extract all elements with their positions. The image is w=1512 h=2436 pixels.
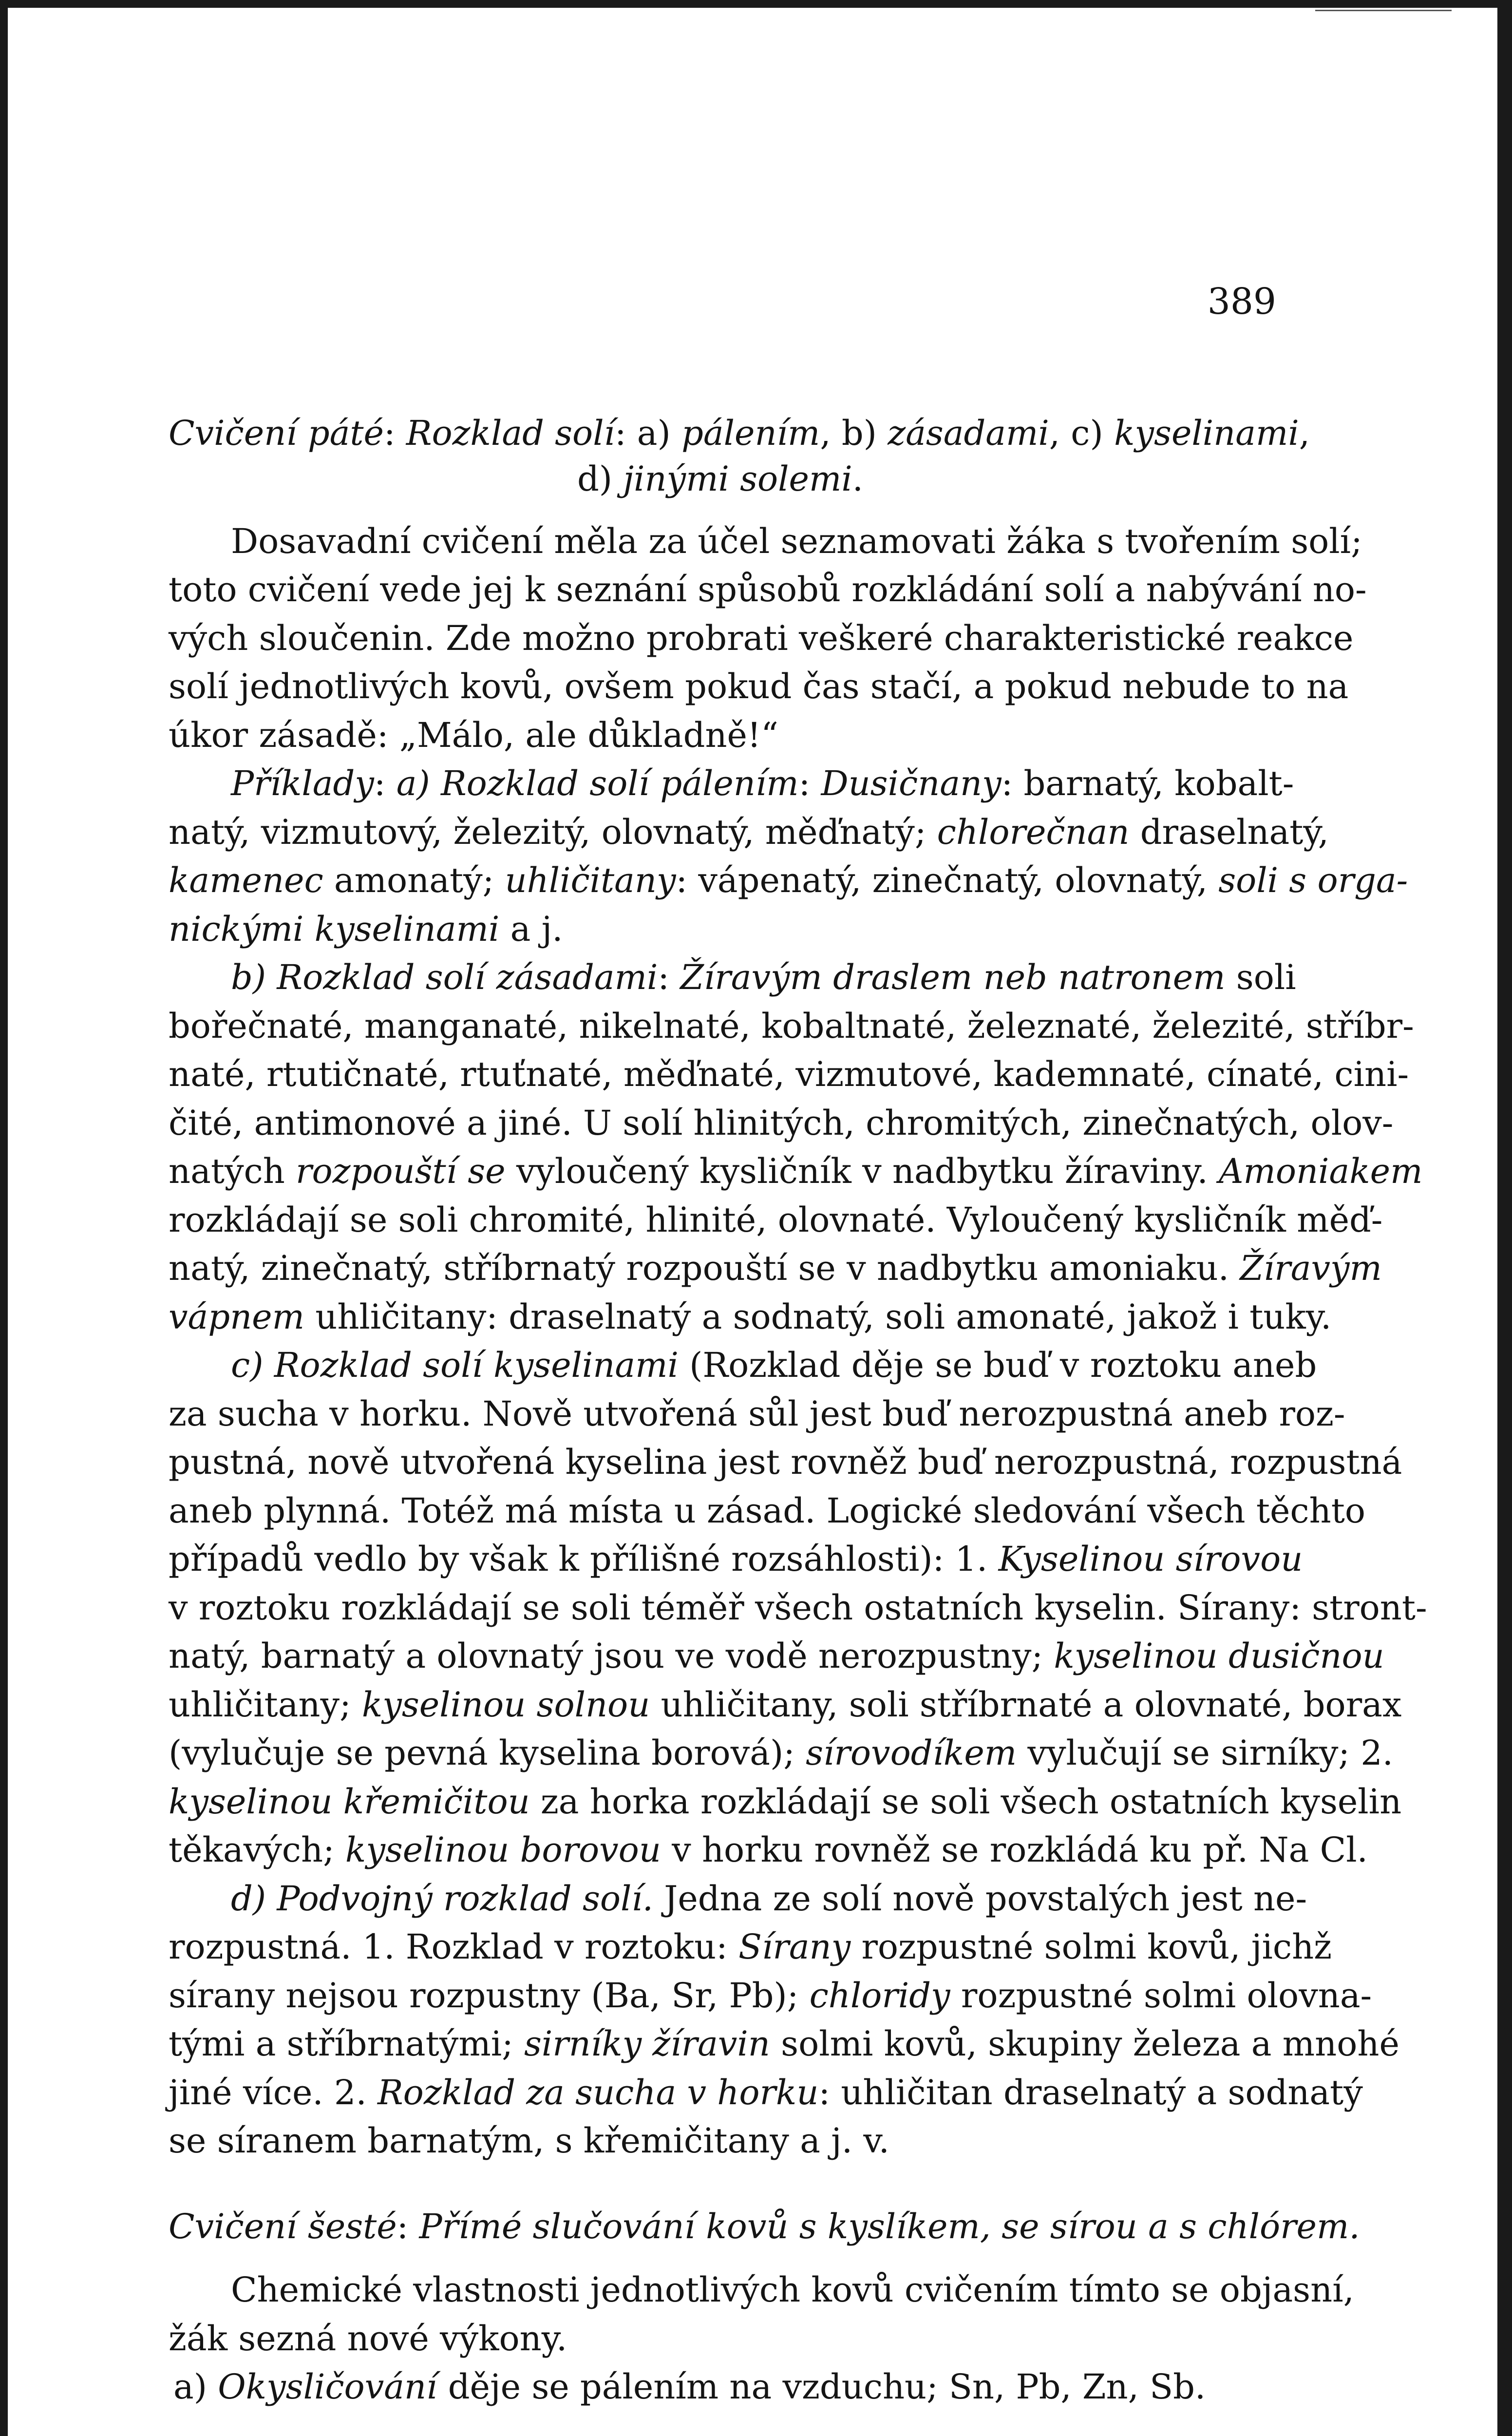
paragraph-line	[169, 856, 1408, 905]
paragraph-line	[169, 1341, 1317, 1389]
text: : a)	[614, 413, 682, 453]
text: a j.	[499, 909, 563, 949]
text: natý, barnatý a olovnatý jsou ve vodě nerozpustny;	[169, 1636, 1054, 1676]
paragraph-line	[169, 663, 1349, 711]
paragraph-line	[169, 2266, 1354, 2314]
text: amonatý;	[323, 860, 505, 900]
italic-text: Žíravým draslem neb natronem	[680, 957, 1226, 997]
italic-text: Žíravým	[1240, 1248, 1382, 1288]
text: : barnatý, kobalt-	[1001, 763, 1294, 803]
page-number: 389	[1207, 281, 1276, 323]
text: vyloučený kysličník v nadbytku žíraviny.	[505, 1151, 1219, 1191]
italic-text: sírovodíkem	[806, 1733, 1017, 1773]
italic-text: jinými solemi	[623, 459, 852, 499]
italic-text: rozpouští se	[296, 1151, 506, 1191]
paragraph-line	[169, 1050, 1409, 1099]
paragraph-line	[169, 1778, 1402, 1826]
italic-text: b) Rozklad solí zásadami	[231, 957, 658, 997]
text: sírany nejsou rozpustny (Ba, Sr, Pb);	[169, 1976, 810, 2016]
italic-text: vápnem	[169, 1297, 304, 1337]
italic-text: c) Rozklad solí kyselinami	[231, 1345, 679, 1385]
paragraph-line	[169, 1293, 1332, 1341]
text: :	[397, 2207, 419, 2246]
text: rozkládají se soli chromité, hlinité, olovnaté. Vyloučený kysličník měď-	[169, 1200, 1383, 1240]
paragraph-line	[169, 614, 1354, 663]
text: rozpustná. 1. Rozklad v roztoku:	[169, 1927, 739, 1967]
text: Dosavadní cvičení měla za účel seznamovati žáka s tvořením solí;	[231, 521, 1362, 561]
text: za horka rozkládají se soli všech ostatních kyselin	[529, 1782, 1402, 1822]
paragraph-line	[169, 1875, 1307, 1923]
italic-text: Cvičení páté	[169, 413, 384, 453]
italic-text: zásadami	[888, 413, 1049, 453]
text: solmi kovů, skupiny železa a mnohé	[770, 2024, 1399, 2064]
italic-text: Kyselinou sírovou	[998, 1539, 1303, 1579]
text: draselnatý,	[1129, 812, 1329, 852]
text: Chemické vlastnosti jednotlivých kovů cvičením tímto se objasní,	[231, 2270, 1354, 2310]
paragraph-line	[169, 1632, 1384, 1680]
text: Jedna ze solí nově povstalých jest ne-	[653, 1879, 1307, 1919]
paragraph-line	[169, 1535, 1303, 1583]
text: uhličitany;	[169, 1685, 362, 1725]
text: se síranem barnatým, s křemičitany a j. v.	[169, 2121, 889, 2161]
text: tými a stříbrnatými;	[169, 2024, 524, 2064]
text: soli	[1225, 957, 1296, 997]
italic-text: kyselinou křemičitou	[169, 1782, 530, 1822]
italic-text: Rozklad za sucha v horku	[377, 2073, 819, 2112]
paragraph-line	[169, 808, 1329, 856]
paragraph-line	[169, 905, 1272, 953]
text: žák sezná nové výkony.	[169, 2319, 567, 2359]
text: natý, vizmutový, železitý, olovnatý, měďnatý;	[169, 812, 937, 852]
text: pustná, nově utvořená kyselina jest rovněž buď nerozpustná, rozpustná	[169, 1442, 1402, 1482]
text: uhličitany, soli stříbrnaté a olovnaté, borax	[650, 1685, 1402, 1725]
text: děje se pálením na vzduchu; Sn, Pb, Zn, Sb.	[437, 2367, 1206, 2407]
italic-text: soli s orga-	[1218, 860, 1408, 900]
text: vylučují se sirníky; 2.	[1017, 1733, 1394, 1773]
text: jiné více. 2.	[169, 2073, 378, 2112]
italic-text: d) Podvojný rozklad solí.	[231, 1879, 654, 1919]
italic-text: pálením	[681, 413, 820, 453]
text: naté, rtutičnaté, rtuťnaté, měďnaté, vizmutové, kademnaté, cínaté, cini-	[169, 1054, 1409, 1094]
text: natých	[169, 1151, 296, 1191]
paragraph-line	[169, 1196, 1383, 1244]
text: za sucha v horku. Nově utvořená sůl jest buď nerozpustná aneb roz-	[169, 1394, 1345, 1434]
text: v roztoku rozkládají se soli téměř všech ostatních kyselin. Sírany: stront-	[169, 1588, 1427, 1628]
italic-text: kyselinou dusičnou	[1054, 1636, 1384, 1676]
text: solí jednotlivých kovů, ovšem pokud čas stačí, a pokud nebude to na	[169, 666, 1349, 706]
section-heading-6	[169, 2203, 1360, 2251]
paragraph-line	[169, 1244, 1382, 1293]
paragraph-line	[169, 566, 1367, 614]
paragraph-line	[169, 517, 1362, 566]
italic-text: chloridy	[809, 1976, 950, 2016]
text: d)	[577, 459, 624, 499]
text: vých sloučenin. Zde možno probrati veškeré charakteristické reakce	[169, 618, 1354, 658]
italic-text: kamenec	[169, 860, 323, 900]
paragraph-line	[169, 1972, 1372, 2020]
text: , c)	[1049, 413, 1115, 453]
paragraph-line	[169, 2315, 1272, 2363]
paragraph-line	[169, 1147, 1423, 1196]
text: toto cvičení vede jej k seznání spůsobů rozkládání solí a nabývání no-	[169, 570, 1367, 609]
italic-text: a) Rozklad solí pálením	[396, 763, 799, 803]
italic-text: kyselinami	[1114, 413, 1299, 453]
paragraph-line	[169, 1729, 1394, 1777]
text: (Rozklad děje se buď v roztoku aneb	[678, 1345, 1317, 1385]
paragraph-line	[169, 2363, 1272, 2411]
italic-text: Okysličování	[218, 2367, 437, 2407]
text: v horku rovněž se rozkládá ku př. Na Cl.	[661, 1830, 1368, 1870]
paragraph-line	[169, 2020, 1399, 2068]
italic-text: Dusičnany	[821, 763, 1002, 803]
text: ,	[1299, 413, 1310, 453]
text: bořečnaté, manganaté, nikelnaté, kobaltnaté, železnaté, železité, stříbr-	[169, 1006, 1414, 1046]
text: rozpustné solmi kovů, jichž	[850, 1927, 1332, 1967]
text: : uhličitan draselnatý a sodnatý	[818, 2073, 1363, 2112]
text: rozpustné solmi olovna-	[950, 1976, 1372, 2016]
text: případů vedlo by však k přílišné rozsáhlosti): 1.	[169, 1539, 999, 1579]
text: těkavých;	[169, 1830, 345, 1870]
italic-text: uhličitany	[505, 860, 676, 900]
paragraph-line	[169, 1487, 1365, 1535]
section-heading-5	[169, 409, 1310, 457]
text: :	[383, 413, 406, 453]
italic-text: chlorečnan	[937, 812, 1130, 852]
paragraph-line	[169, 711, 1272, 760]
italic-text: sirníky žíravin	[524, 2024, 770, 2064]
italic-text: kyselinou borovou	[345, 1830, 661, 1870]
italic-text: Sírany	[738, 1927, 851, 1967]
text: :	[658, 957, 680, 997]
text: :	[798, 763, 821, 803]
paragraph-line	[169, 1390, 1345, 1438]
italic-text: kyselinou solnou	[361, 1685, 650, 1725]
paragraph-line	[169, 1681, 1402, 1729]
text: .	[852, 459, 864, 499]
paragraph-line	[169, 1923, 1332, 1971]
text: uhličitany: draselnatý a sodnatý, soli amonaté, jakož i tuky.	[304, 1297, 1332, 1337]
paragraph-line	[169, 1584, 1427, 1632]
paragraph-line	[169, 953, 1296, 1002]
text: natý, zinečnatý, stříbrnatý rozpouští se v nadbytku amoniaku.	[169, 1248, 1240, 1288]
text: a)	[173, 2367, 218, 2407]
text: :	[374, 763, 397, 803]
paragraph-line	[169, 760, 1294, 808]
text: čité, antimonové a jiné. U solí hlinitých, chromitých, zinečnatých, olov-	[169, 1103, 1394, 1143]
paragraph-line	[169, 1438, 1402, 1486]
paragraph-line	[169, 2117, 1272, 2165]
text: (vylučuje se pevná kyselina borová);	[169, 1733, 806, 1773]
paragraph-line	[169, 1099, 1394, 1147]
italic-text: Příklady	[231, 763, 374, 803]
section-heading-5-continued	[169, 455, 1272, 503]
text: aneb plynná. Totéž má místa u zásad. Logické sledování všech těchto	[169, 1491, 1365, 1531]
text: úkor zásadě: „Málo, ale důkladně!“	[169, 715, 778, 755]
italic-text: Amoniakem	[1218, 1151, 1423, 1191]
paragraph-line	[169, 1002, 1414, 1050]
italic-text: Rozklad solí	[406, 413, 615, 453]
italic-text: Cvičení šesté	[169, 2207, 397, 2246]
paragraph-line	[169, 1826, 1368, 1874]
text: , b)	[820, 413, 888, 453]
italic-text: Přímé slučování kovů s kyslíkem, se sírou a s chlórem.	[419, 2207, 1360, 2246]
paragraph-line	[169, 2069, 1363, 2117]
italic-text: nickými kyselinami	[169, 909, 500, 949]
text: : vápenatý, zinečnatý, olovnatý,	[676, 860, 1219, 900]
